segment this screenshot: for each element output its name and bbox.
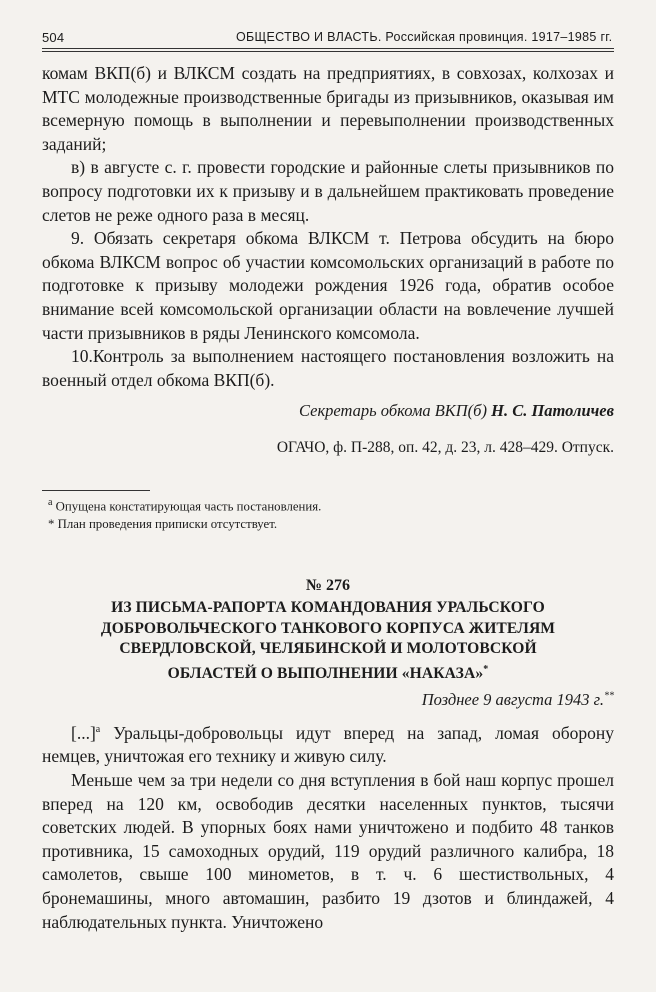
paragraph: [...]$^а$ Уральцы-добровольцы идут вперед на запад, ломая оборону немцев, уничтожая его технику и живую силу. xyxy=(42,722,614,767)
letter-body xyxy=(42,718,614,934)
footnote-rule xyxy=(42,490,150,491)
paragraph: комам ВКП(б) и ВЛКСМ создать на предприятиях, в совхозах, колхозах и МТС молодежные производственные бригады из призывников, оказывая им всемерную помощь в выполнении и перевыполнении производственных заданий; xyxy=(42,63,614,154)
title-line: ОБЛАСТЕЙ О ВЫПОЛНЕНИИ «НАКАЗА»* xyxy=(167,663,489,682)
document-title xyxy=(42,598,614,684)
title-footnote-mark: * xyxy=(483,663,489,675)
title-line: ИЗ ПИСЬМА-РАПОРТА КОМАНДОВАНИЯ УРАЛЬСКОГО xyxy=(111,599,545,616)
date-footnote-mark: ** xyxy=(604,690,614,702)
header-rule-thin xyxy=(42,51,614,52)
running-title: ОБЩЕСТВО И ВЛАСТЬ. Российская провинция. 1917–1985 гг. xyxy=(236,30,613,44)
footnote-mark: а xyxy=(95,724,101,735)
paragraph: в) в августе с. г. провести городские и районные слеты призывников по вопросу подготовки их к призыву и в дальнейшем практиковать проведение слетов не реже одного раза в месяц. xyxy=(42,157,614,225)
paragraph: Меньше чем за три недели со дня вступления в бой наш корпус прошел вперед на 120 км, освободив десятки населенных пунктов, тысячи советских людей. В упорных боях нами уничтожено и подбито 48 танков противника, 15 самоходных орудий, 119 орудий различного калибра, 18 самолетов, свыше 100 минометов, в т. ч. 6 шестиствольных, 4 бронемашины, много автомашин, разбито 19 дзотов и блиндажей, 4 наблюдательных пункта. Уничтожено xyxy=(42,770,614,932)
signature-position: Секретарь обкома ВКП(б) xyxy=(299,401,487,420)
document-date: Позднее 9 августа 1943 г.** xyxy=(421,690,614,709)
title-line: ДОБРОВОЛЬЧЕСКОГО ТАНКОВОГО КОРПУСА ЖИТЕЛЯМ xyxy=(100,619,556,637)
header-rule xyxy=(42,48,614,49)
signature-name: Н. С. Патоличев xyxy=(491,401,614,420)
footnote-mark: а xyxy=(48,497,53,508)
paragraph: 9. Обязать секретаря обкома ВЛКСМ т. Петрова обсудить на бюро обкома ВЛКСМ вопрос об участии комсомольских организаций в работе по подготовке к призыву молодежи рождения 1926 года, обратив особое внимание всей комсомольской организации области на вовлечение лучшей части призывников в ряды Ленинского комсомола. xyxy=(42,228,614,343)
running-header xyxy=(42,30,614,48)
footnote-text: Опущена констатирующая часть постановления. xyxy=(52,499,322,514)
document-number: № 276 xyxy=(305,577,351,594)
archive-reference: ОГАЧО, ф. П-288, оп. 42, д. 23, л. 428–429. Отпуск. xyxy=(276,439,614,456)
footnote xyxy=(48,494,608,515)
title-line: СВЕРДЛОВСКОЙ, ЧЕЛЯБИНСКОЙ И МОЛОТОВСКОЙ xyxy=(119,640,537,657)
footnote-mark: * xyxy=(48,517,55,532)
footnote-text: План проведения приписки отсутствует. xyxy=(54,517,278,532)
resolution-body xyxy=(42,62,614,392)
paragraph: 10.Контроль за выполнением настоящего постановления возложить на военный отдел обкома ВКП(б). xyxy=(42,346,614,390)
footnotes xyxy=(48,494,608,533)
footnote xyxy=(48,515,608,533)
omission-mark: [...] xyxy=(71,722,96,743)
signature-line xyxy=(42,401,614,421)
page-number: 504 xyxy=(42,30,65,45)
